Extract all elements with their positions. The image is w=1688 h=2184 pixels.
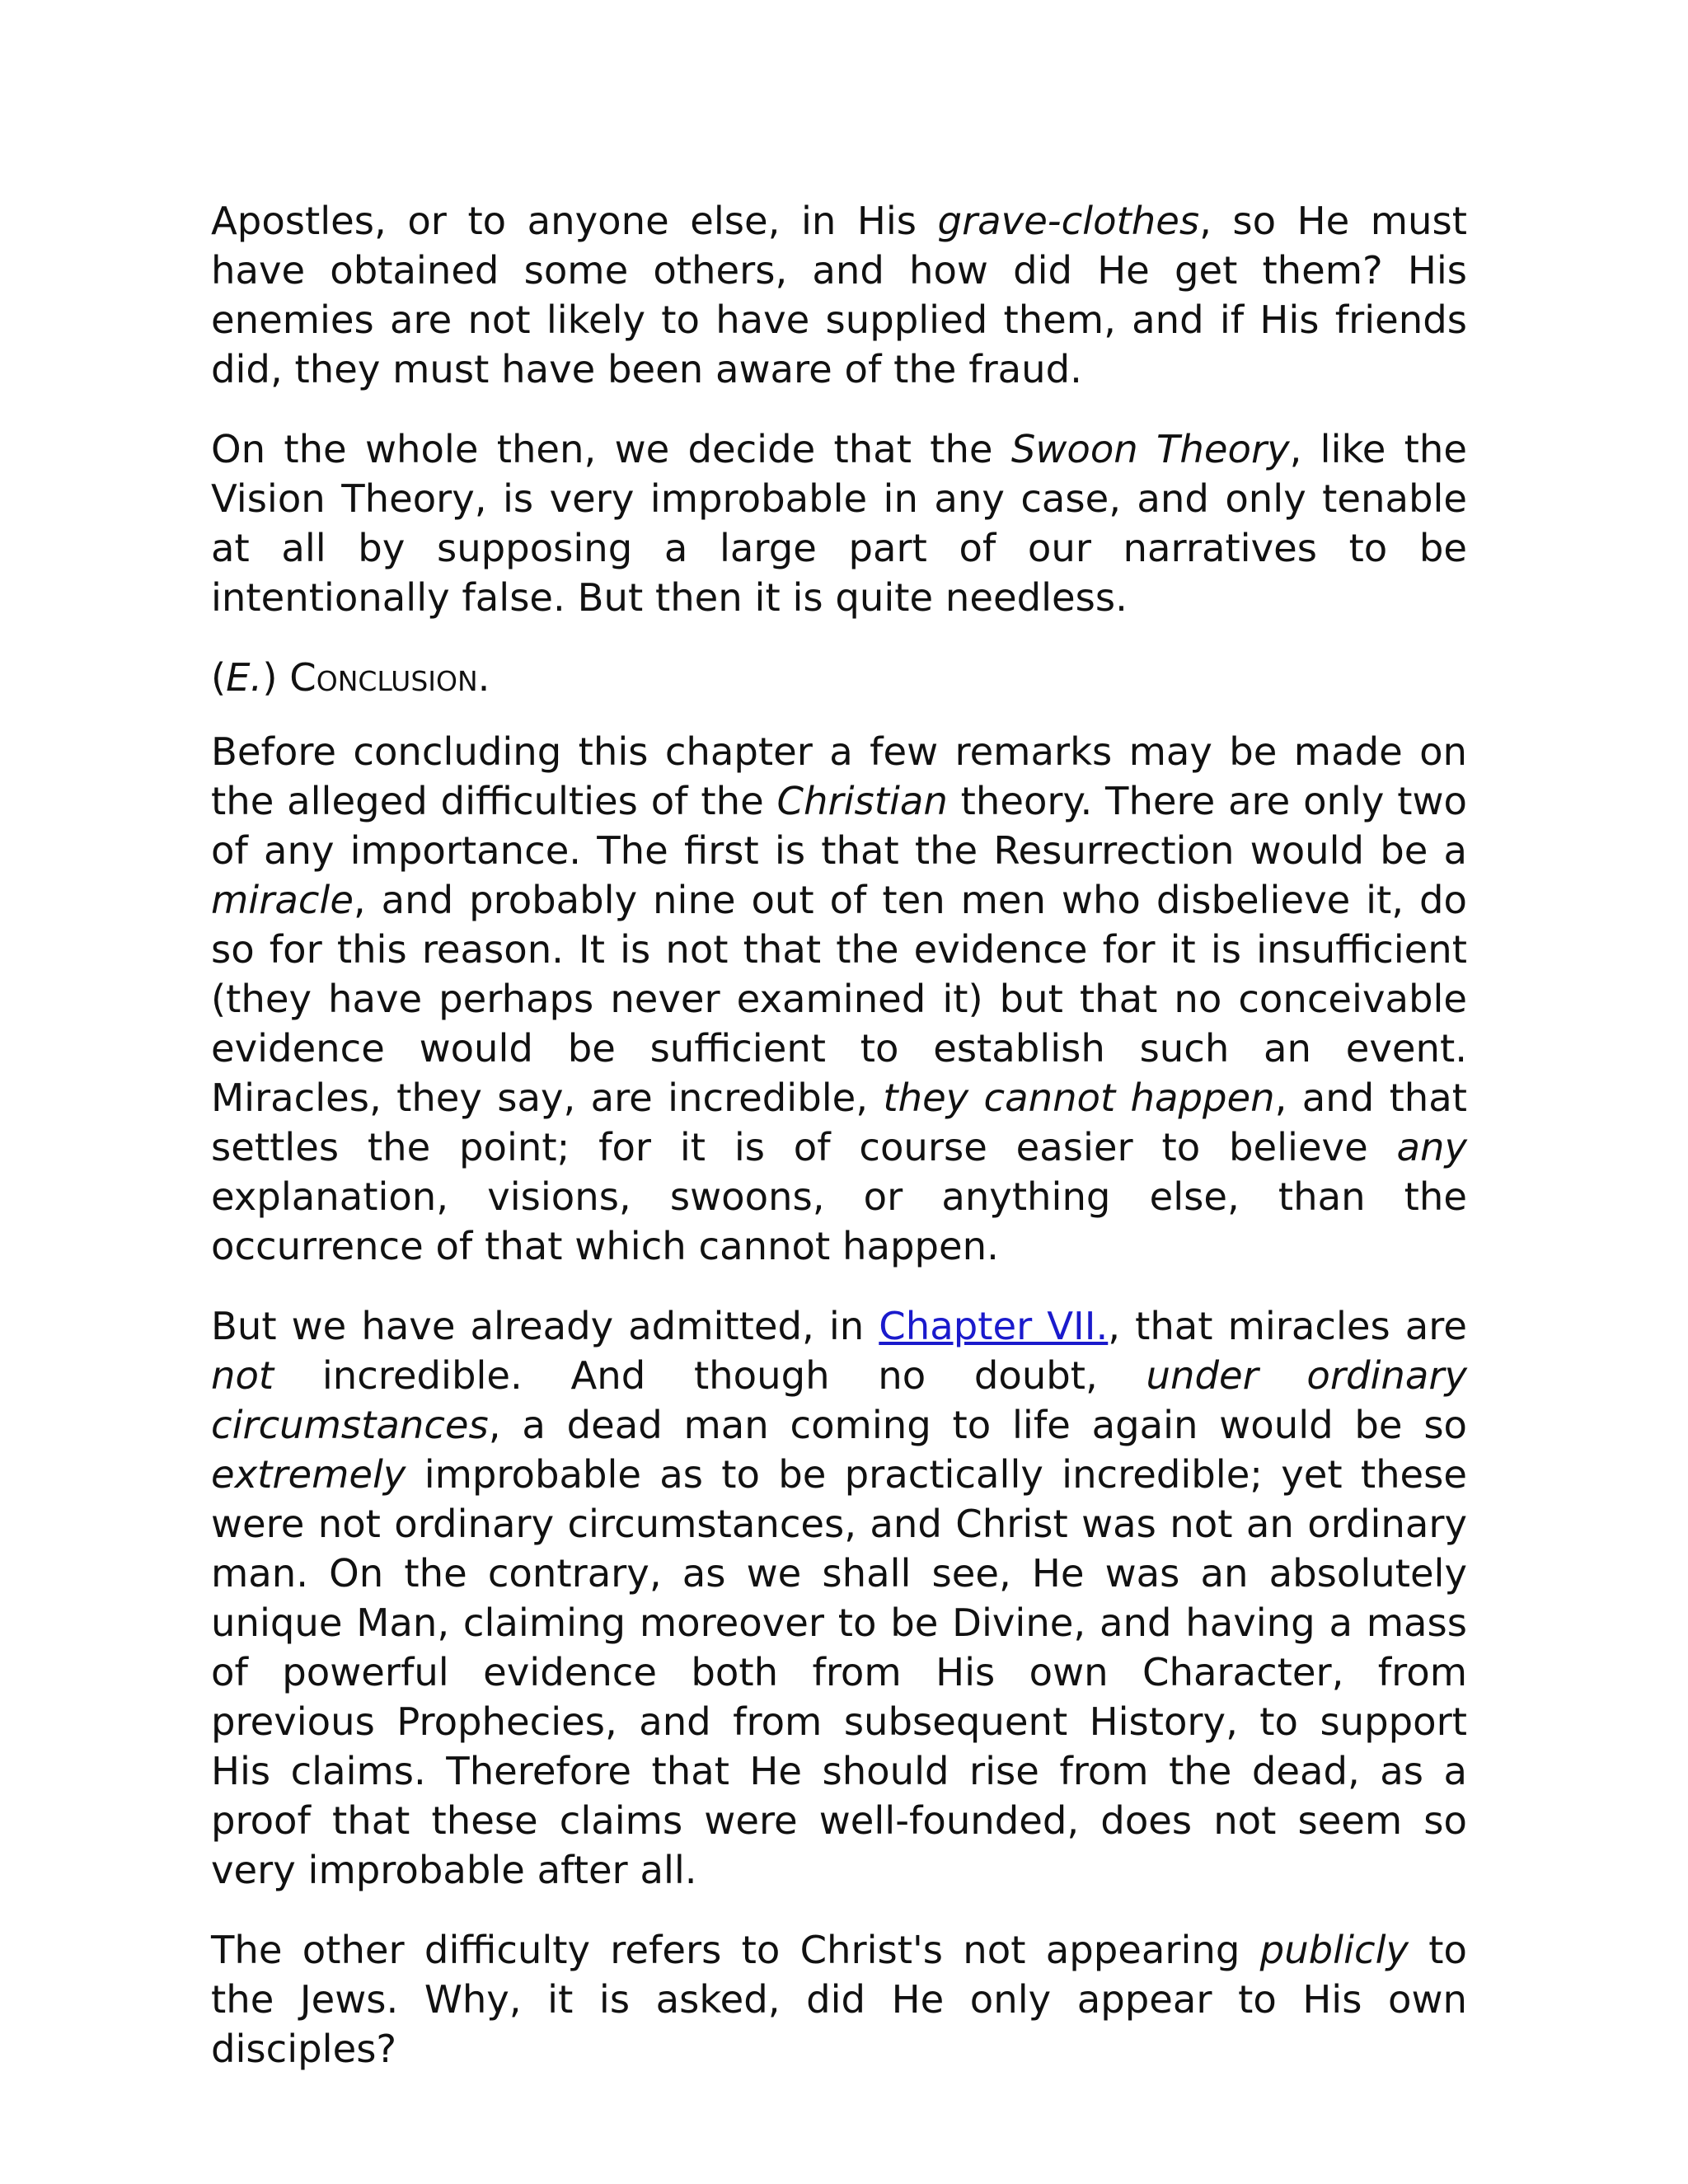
paragraph-miracles-not-incredible: But we have already admitted, in Chapter VII., that miracles are not incredible. And though no doubt, under ordinary circumstances, a dead man coming to life again would be so extremely improbable as to be practically incredible; yet these were not ordinary circumstances, and Christ was not an ordinary man. On the contrary, as we shall see, He was an absolutely unique Man, claiming moreover to be Divine, and having a mass of powerful evidence both from His own Character, from previous Prophecies, and from subsequent History, to support His claims. Therefore that He should rise from the dead, as a proof that these claims were well-founded, does not seem so very improbable after all. [211, 1304, 1467, 1892]
paragraph-swoon-theory: On the whole then, we decide that the Swoon Theory, like the Vision Theory, is very improbable in any case, and only tenable at all by supposing a large part of our narratives to be intentionally false. But then it is quite needless. [211, 427, 1467, 620]
section-heading-conclusion: (E.) Conclusion. [211, 655, 490, 700]
document-page [211, 196, 1467, 2104]
paragraph-grave-clothes: Apostles, or to anyone else, in His grave-clothes, so He must have obtained some others, and how did He get them? His enemies are not likely to have supplied them, and if His friends did, they must have been aware of the fraud. [211, 199, 1467, 391]
paragraph-public-appearance: The other difficulty refers to Christ's not appearing publicly to the Jews. Why, it is asked, did He only appear to His own disciples? [211, 1928, 1467, 2071]
chapter-vii-link[interactable]: Chapter VII. [879, 1304, 1109, 1348]
paragraph-difficulties: Before concluding this chapter a few remarks may be made on the alleged difficulties of the Christian theory. There are only two of any importance. The first is that the Resurrection would be a miracle, and probably nine out of ten men who disbelieve it, do so for this reason. It is not that the evidence for it is insufficient (they have perhaps never examined it) but that no conceivable evidence would be sufficient to establish such an event. Miracles, they say, are incredible, they cannot happen, and that settles the point; for it is of course easier to believe any explanation, visions, swoons, or anything else, than the occurrence of that which cannot happen. [211, 729, 1467, 1268]
